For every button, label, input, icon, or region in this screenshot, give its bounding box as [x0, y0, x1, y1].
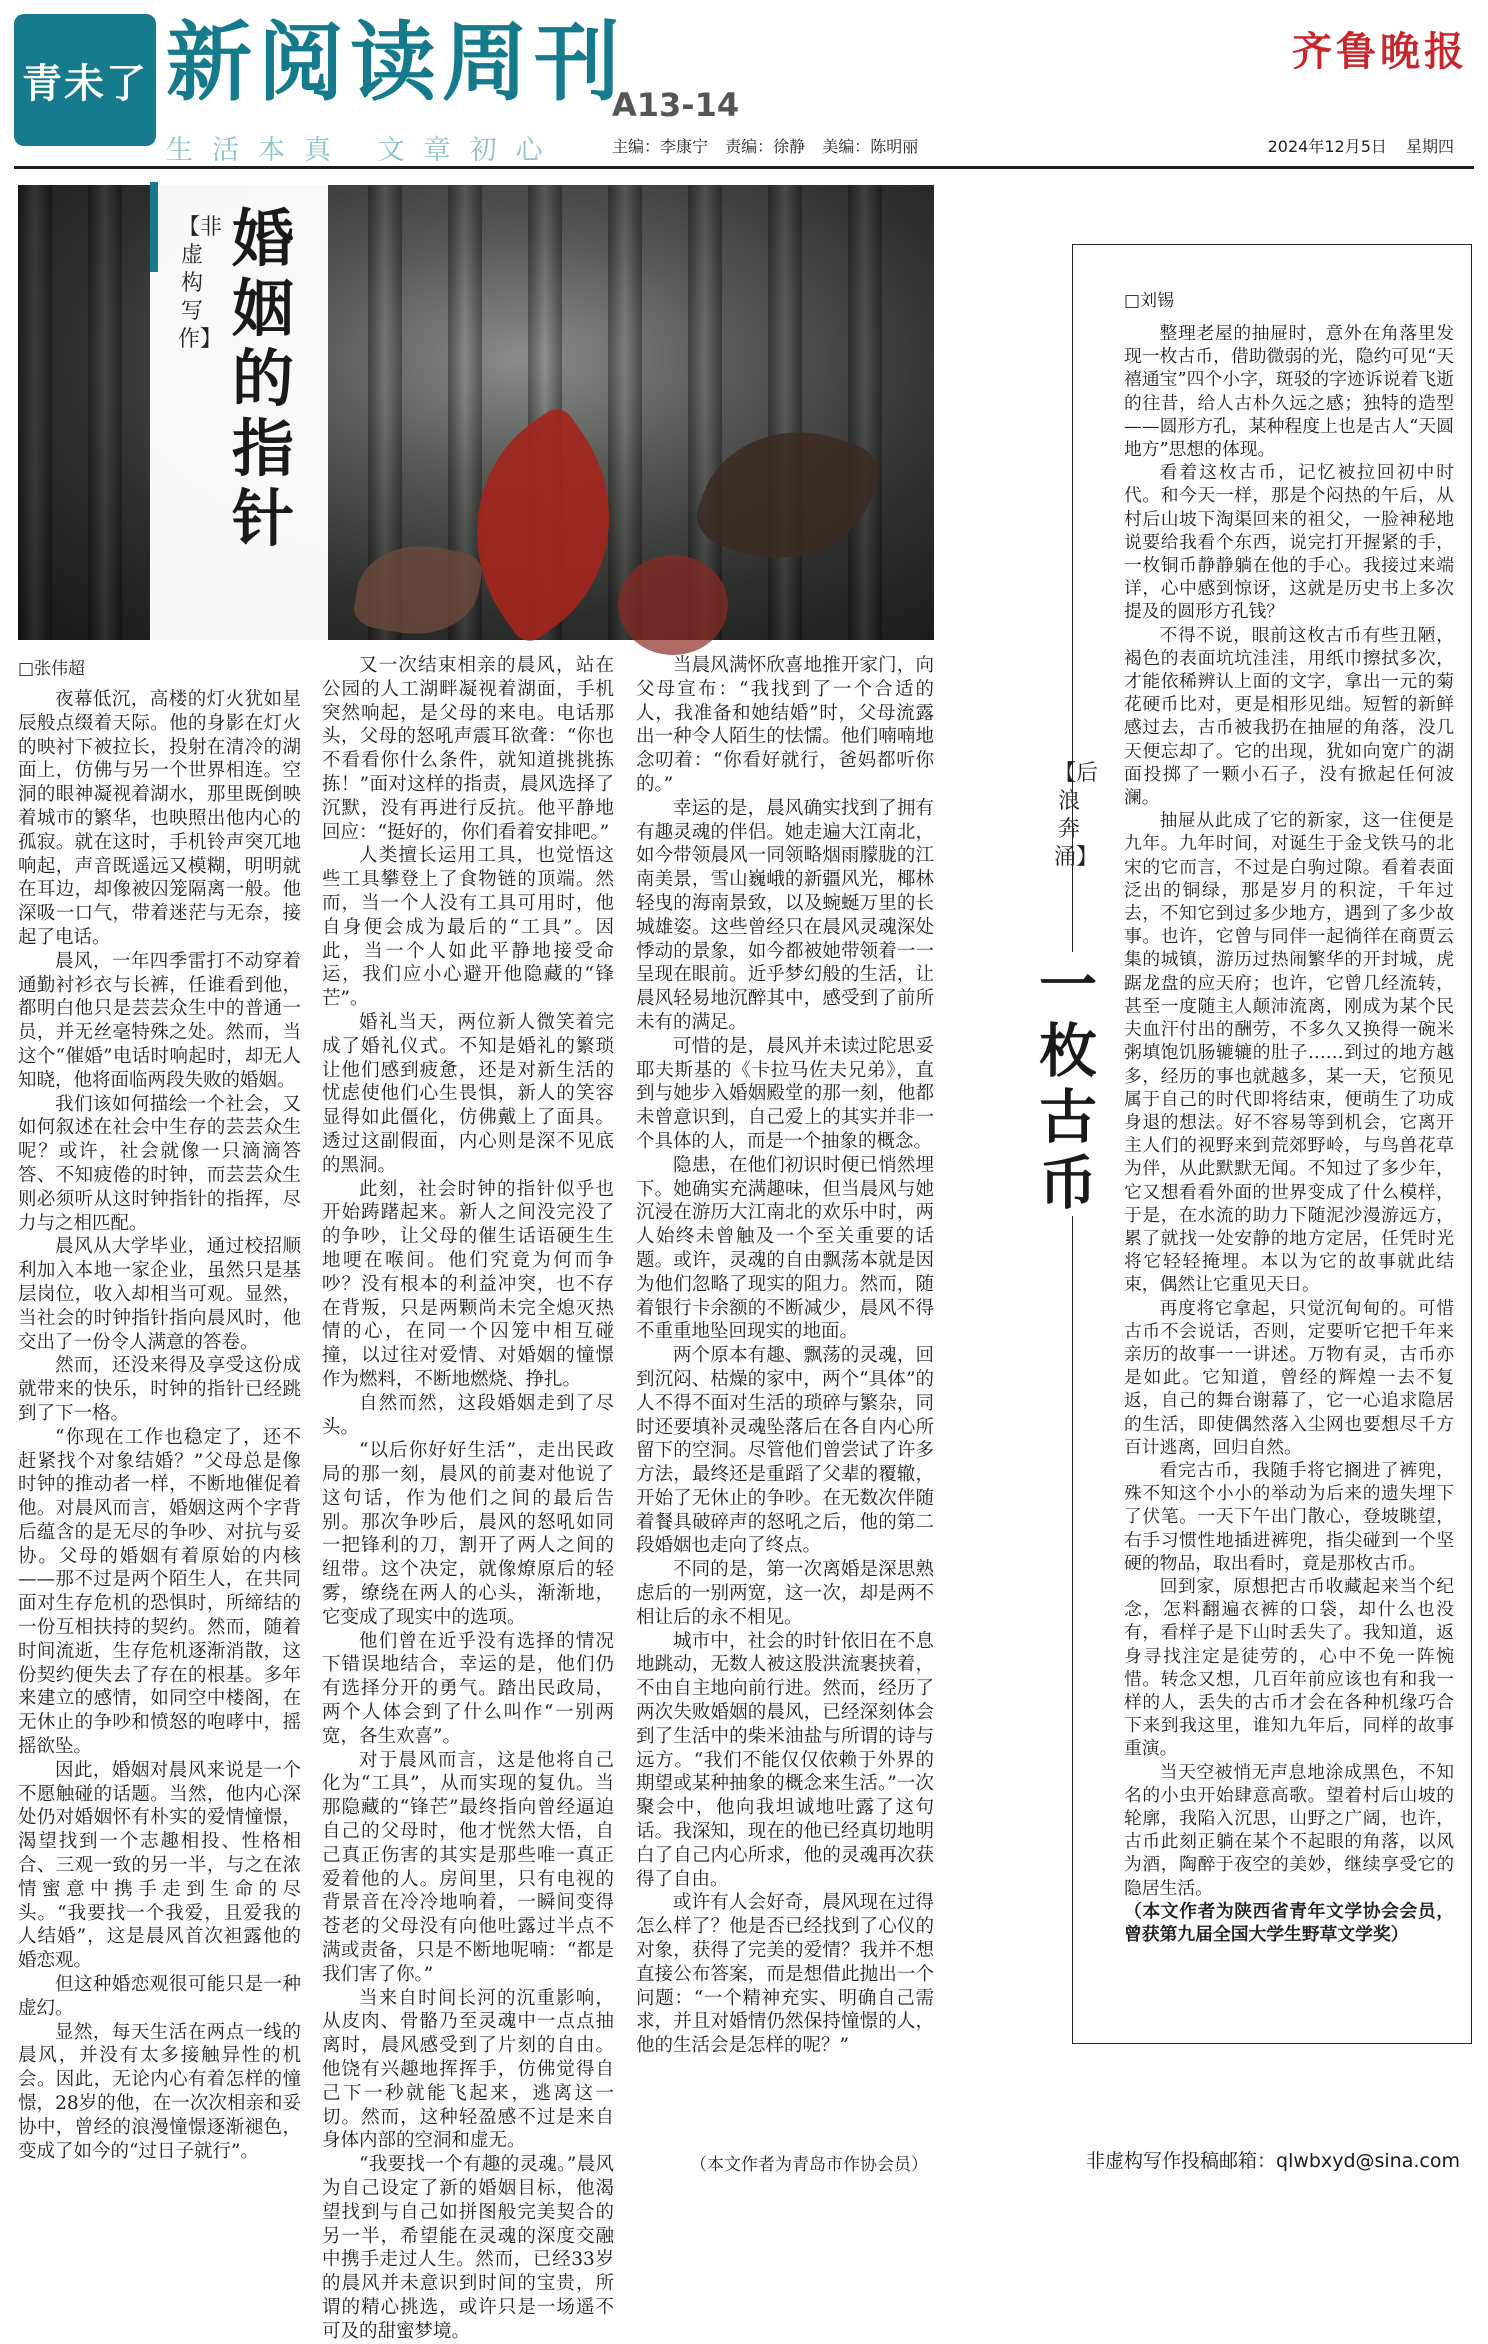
header-divider — [14, 166, 1474, 169]
editor-duty: 责编：徐静 — [725, 137, 806, 156]
paragraph: 再度将它拿起，只觉沉甸甸的。可惜古币不会说话，否则，定要听它把千年来亲历的故事一一讲述。万物有灵，古币亦是如此。它知道，曾经的辉煌一去不复返，自己的舞台谢幕了，它一心追求隐居的生活，即使偶然落入尘网也要想尽千方百计逃离，回归自然。 — [1124, 1297, 1454, 1458]
editor-art: 美编：陈明丽 — [822, 137, 919, 156]
issue-date — [1254, 134, 1454, 157]
paragraph: 不同的是，第一次离婚是深思熟虑后的一别两宽，这一次，却是两不相让后的永不相见。 — [636, 1559, 934, 1628]
paragraph: 可惜的是，晨风并未读过陀思妥耶夫斯基的《卡拉马佐夫兄弟》，直到与她步入婚姻殿堂的那一刻，他都未曾意识到，自己爱上的其实并非一个具体的人，而是一个抽象的概念。 — [636, 1035, 934, 1152]
title-accent-bar — [150, 182, 158, 272]
red-leaf-shape-2 — [618, 555, 728, 655]
paragraph: “我要找一个有趣的灵魂。”晨风为自己设定了新的婚姻目标，他渴望找到与自己如拼图般完美契合的另一半，希望能在灵魂的深度交融中携手走过人生。然而，已经33岁的晨风并未意识到时间的宝贵，所谓的精心挑选，或许只是一场遥不可及的甜蜜梦境。 — [322, 2154, 614, 2342]
paragraph: 回到家，原想把古币收藏起来当个纪念，怎料翻遍衣裤的口袋，却什么也没有，看样子是下山时丢失了。我知道，返身寻找注定是徒劳的，心中不免一阵惋惜。转念又想，几百年前应该也有和我一样的人，丢失的古币才会在各种机缘巧合下来到我这里，谁知九年后，同样的故事重演。 — [1124, 1575, 1454, 1760]
side-article-title: 一枚古币 — [1032, 952, 1104, 1216]
paragraph: 我们该如何描绘一个社会，又如何叙述在社会中生存的芸芸众生呢？或许，社会就像一只滴滴答答、不知疲倦的时钟，而芸芸众生则必须听从这时钟指针的指挥，尽力与之相匹配。 — [18, 1093, 301, 1234]
paragraph: 人类擅长运用工具，也觉悟这些工具攀登上了食物链的顶端。然而，当一个人没有工具可用时，他自身便会成为最后的“工具”。因此，当一个人如此平静地接受命运，我们应小心避开他隐藏的“锋芒”。 — [322, 845, 614, 1010]
paragraph: 他们曾在近乎没有选择的情况下错误地结合，幸运的是，他们仍有选择分开的勇气。踏出民政局，两个人体会到了什么叫作“一别两宽，各生欢喜”。 — [322, 1630, 614, 1747]
weekday-text: 星期四 — [1405, 137, 1454, 156]
column-tag-side: 【后浪奔涌】 — [1054, 761, 1099, 870]
paragraph: 当来自时间长河的沉重影响，从皮肉、骨骼乃至灵魂中一点点抽离时，晨风感受到了片刻的自由。他饶有兴趣地挥挥手，仿佛觉得自己下一秒就能飞起来，逃离这一切。然而，这种轻盈感不过是来自身体内部的空洞和虚无。 — [322, 1987, 614, 2152]
page-numbers: A13-14 — [612, 86, 740, 124]
editors-line — [612, 134, 930, 157]
paragraph: 对于晨风而言，这是他将自己化为“工具”，从而实现的复仇。当那隐藏的“锋芒”最终指向曾经逼迫自己的父母时，他才恍然大悟，自己真正伤害的其实是那些唯一真正爱着他的人。房间里，只有电视的背景音在冷冷地响着，一瞬间变得苍老的父母没有向他吐露过半点不满或责备，只是不断地呢喃：“都是我们害了你。” — [322, 1749, 614, 1985]
paragraph: 城市中，社会的时针依旧在不息地跳动，无数人被这股洪流裹挟着，不由自主地向前行进。然而，经历了两次失败婚姻的晨风，已经深刻体会到了生活中的柴米油盐与所谓的诗与远方。“我们不能仅仅依赖于外界的期望或某种抽象的概念来生活。”一次聚会中，他向我坦诚地吐露了这句话。我深知，现在的他已经真切地明白了自己内心所求，他的灵魂再次获得了自由。 — [636, 1630, 934, 1890]
article-column-3 — [636, 654, 934, 2130]
paragraph: “以后你好好生活”，走出民政局的那一刻，晨风的前妻对他说了这句话，作为他们之间的最后告别。那次争吵后，晨风的怒吼如同一把锋利的刀，割开了两人之间的纽带。这个决定，就像燎原后的轻雾，缭绕在两人的心头，渐渐地，它变成了现实中的选项。 — [322, 1440, 614, 1628]
side-article-author: □刘锡 — [1124, 291, 1175, 311]
paragraph: 隐患，在他们初识时便已悄然埋下。她确实充满趣味，但当晨风与她沉浸在游历大江南北的欢乐中时，两人始终未曾触及一个至关重要的话题。或许，灵魂的自由飘荡本就是因为他们忽略了现实的阻力。然而，随着银行卡余额的不断减少，晨风不得不重重地坠回现实的地面。 — [636, 1154, 934, 1343]
brand-logo: 齐鲁晚报 — [1292, 28, 1468, 75]
submission-email: 非虚构写作投稿邮箱：qlwbxyd@sina.com — [1086, 2150, 1460, 2172]
paragraph: 幸运的是，晨风确实找到了拥有有趣灵魂的伴侣。她走遍大江南北，如今带领晨风一同领略烟雨朦胧的江南美景，雪山巍峨的新疆风光，椰林轻曳的海南景致，以及蜿蜒万里的长城雄姿。这些曾经只在晨风灵魂深处悸动的景象，如今都被她带领着一一呈现在眼前。近乎梦幻般的生活，让晨风轻易地沉醉其中，感受到了前所未有的满足。 — [636, 797, 934, 1033]
paragraph: 看着这枚古币，记忆被拉回初中时代。和今天一样，那是个闷热的午后，从村后山坡下淘渠回来的祖父，一脸神秘地说要给我看个东西，说完打开握紧的手，一枚铜币静静躺在他的手心。我接过来端详，心中感到惊讶，这就是历史书上多次提及的圆形方孔钱？ — [1124, 462, 1454, 623]
article-column-2 — [322, 654, 614, 2342]
paragraph: “你现在工作也稳定了，还不赶紧找个对象结婚？”父母总是像时钟的推动者一样，不断地催促着他。对晨风而言，婚姻这两个字背后蕴含的是无尽的争吵、对抗与妥协。父母的婚姻有着原始的内核——那不过是两个陌生人，在共同面对生存危机的恐惧时，所缔结的一份互相扶持的契约。然而，随着时间流逝，生存危机逐渐消散，这份契约便失去了存在的根基。多年来建立的感情，如同空中楼阁，在无休止的争吵和愤怒的咆哮中，摇摇欲坠。 — [18, 1426, 301, 1758]
article-author: □张伟超 — [18, 659, 86, 679]
column-tag-nonfiction: 【非虚构写作】 — [178, 215, 223, 352]
paragraph: 因此，婚姻对晨风来说是一个不愿触碰的话题。当然，他内心深处仍对婚姻怀有朴实的爱情憧憬，渴望找到一个志趣相投、性格相合、三观一致的另一半，与之在浓情蜜意中携手走到生命的尽头。“我要找一个我爱，且爱我的人结婚”，这是晨风首次袒露他的婚恋观。 — [18, 1759, 301, 1972]
author-note-side: （本文作者为陕西省青年文学协会会员，曾获第九届全国大学生野草文学奖） — [1124, 1900, 1454, 1946]
editor-chief: 主编：李康宁 — [612, 137, 709, 156]
paragraph: 晨风，一年四季雷打不动穿着通勤衬衫衣与长裤，任谁看到他，都明白他只是芸芸众生中的普通一员，并无丝毫特殊之处。然而，当这个“催婚”电话时响起时，却无人知晓，他将面临两段失败的婚姻。 — [18, 950, 301, 1091]
article-column-1 — [18, 688, 301, 2168]
paragraph: 自然而然，这段婚姻走到了尽头。 — [322, 1392, 614, 1438]
paragraph: 夜幕低沉，高楼的灯火犹如星辰般点缀着天际。他的身影在灯火的映衬下被拉长，投射在清冷的湖面上，仿佛与另一个世界相连。空洞的眼神凝视着湖水，那里既倒映着城市的繁华，也映照出他内心的孤寂。就在这时，手机铃声突兀地响起，声音既遥远又模糊，明明就在耳边，却像被囚笼隔离一般。他深吸一口气，带着迷茫与无奈，接起了电话。 — [18, 689, 301, 948]
paragraph: 但这种婚恋观很可能只是一种虚幻。 — [18, 1974, 301, 2019]
paragraph: 晨风从大学毕业，通过校招顺利加入本地一家企业，虽然只是基层岗位，收入却相当可观。显然，当社会的时钟指针指向晨风时，他交出了一份令人满意的答卷。 — [18, 1236, 301, 1353]
side-article-column — [1124, 322, 1454, 2028]
paragraph: 或许有人会好奇，晨风现在过得怎么样了？他是否已经找到了心仪的对象，获得了完美的爱情？我并不想直接公布答案，而是想借此抛出一个问题：“一个精神充实、明确自己需求，并且对婚情仍然保持憧憬的人，他的生活会是怎样的呢？” — [636, 1892, 934, 2057]
paragraph: 然而，还没来得及享受这份成就带来的快乐，时钟的指针已经跳到了下一格。 — [18, 1355, 301, 1424]
paragraph: 整理老屋的抽屉时，意外在角落里发现一枚古币，借助微弱的光，隐约可见“天禧通宝”四个小字，斑驳的字迹诉说着飞逝的往昔，给人古朴久远之感；独特的造型——圆形方孔，某种程度上也是古人“天圆地方”思想的体现。 — [1124, 323, 1454, 461]
paragraph: 此刻，社会时钟的指针似乎也开始踌躇起来。新人之间没完没了的争吵，让父母的催生话语硬生生地哽在喉间。他们究竟为何而争吵？没有根本的利益冲突，也不存在背叛，只是两颗尚未完全熄灭热情的心，在同一个囚笼中相互碰撞，以过往对爱情、对婚姻的憧憬作为燃料，不断地燃烧、挣扎。 — [322, 1178, 614, 1390]
paragraph: 又一次结束相亲的晨风，站在公园的人工湖畔凝视着湖面，手机突然响起，是父母的来电。电话那头，父母的怒吼声震耳欲聋：“你也不看看你什么条件，就知道挑挑拣拣！”面对这样的指责，晨风选择了沉默，没有再进行反抗。他平静地回应：“挺好的，你们看着安排吧。” — [322, 655, 614, 843]
paragraph: 两个原本有趣、飘荡的灵魂，回到沉闷、枯燥的家中，两个“具体”的人不得不面对生活的琐碎与繁杂，同时还要填补灵魂坠落后在各自内心所留下的空洞。尽管他们曾尝试了许多方法，最终还是重蹈了父辈的覆辙，开始了无休止的争吵。在无数次伴随着餐具破碎声的怒吼之后，他的第二段婚姻也走向了终点。 — [636, 1345, 934, 1557]
date-text: 2024年12月5日 — [1267, 137, 1387, 156]
paragraph: 抽屉从此成了它的新家，这一住便是九年。九年时间，对诞生于金戈铁马的北宋的它而言，不过是白驹过隙。看着表面泛出的铜绿，那是岁月的积淀，千年过去，不知它到过多少地方，遇到了多少故事。也许，它曾与同伴一起徜徉在商贾云集的城镇，游历过热闹繁华的开封城，虎踞龙盘的应天府；也许，它曾几经流转，甚至一度随主人颠沛流离，刚成为某个民夫血汗付出的酬劳，不多久又换得一碗米粥填饱饥肠辘辘的肚子……到过的地方越多，经历的事也就越多，某一天，它预见属于自己的时代即将结束，便萌生了功成身退的想法。好不容易等到机会，它离开主人们的视野来到荒郊野岭，与鸟兽花草为伴，从此默默无闻。不知过了多少年，它又想看看外面的世界变成了什么模样，于是，在水流的助力下随泥沙漫游远方，累了就找一处安静的地方定居，任凭时光将它轻轻掩埋。本以为它的故事就此结束，偶然让它重见天日。 — [1124, 810, 1454, 1296]
paragraph: 当天空被悄无声息地涂成黑色，不知名的小虫开始肆意高歌。望着村后山坡的轮廓，我陷入沉思，山野之广阔，也许，古币此刻正躺在某个不起眼的角落，以风为酒，陶醉于夜空的美妙，继续享受它的隐居生活。 — [1124, 1761, 1454, 1899]
paragraph: 不得不说，眼前这枚古币有些丑陋，褐色的表面坑坑洼洼，用纸巾擦拭多次，才能依稀辨认上面的文字，拿出一元的菊花硬币比对，更是相形见绌。短暂的新鲜感过去，古币被我扔在抽屉的角落，没几天便忘却了。它的出现，犹如向宽广的湖面投掷了一颗小石子，没有掀起任何波澜。 — [1124, 624, 1454, 809]
paragraph: 当晨风满怀欣喜地推开家门，向父母宣布：“我找到了一个合适的人，我准备和她结婚”时，父母流露出一种令人陌生的怯懦。他们喃喃地念叨着：“你看好就行，爸妈都听你的。” — [636, 655, 934, 795]
author-note-main: （本文作者为青岛市作协会员） — [690, 2155, 928, 2175]
paragraph: 显然，每天生活在两点一线的晨风，并没有太多接触异性的机会。因此，无论内心有着怎样的憧憬，28岁的他，在一次次相亲和妥协中，曾经的浪漫憧憬逐渐褪色，变成了如今的“过日子就行”。 — [18, 2021, 301, 2162]
qingweiliao-logo: 青未了 — [14, 14, 156, 146]
paragraph: 看完古币，我随手将它搁进了裤兜，殊不知这个小小的举动为后来的遗失埋下了伏笔。一天下午出门散心，登坡眺望，右手习惯性地插进裤兜，指尖碰到一个坚硬的物品，取出看时，竟是那枚古币。 — [1124, 1459, 1454, 1574]
slogan: 生活本真 文章初心 — [166, 135, 562, 166]
paragraph: 婚礼当天，两位新人微笑着完成了婚礼仪式。不知是婚礼的繁琐让他们感到疲惫，还是对新生活的忧虑使他们心生畏惧，新人的笑容显得如此僵化，仿佛戴上了面具。透过这副假面，内心则是深不见底的黑洞。 — [322, 1011, 614, 1176]
article-title: 婚姻的指针 — [231, 202, 294, 555]
page-title: 新阅读周刊 — [166, 13, 626, 113]
